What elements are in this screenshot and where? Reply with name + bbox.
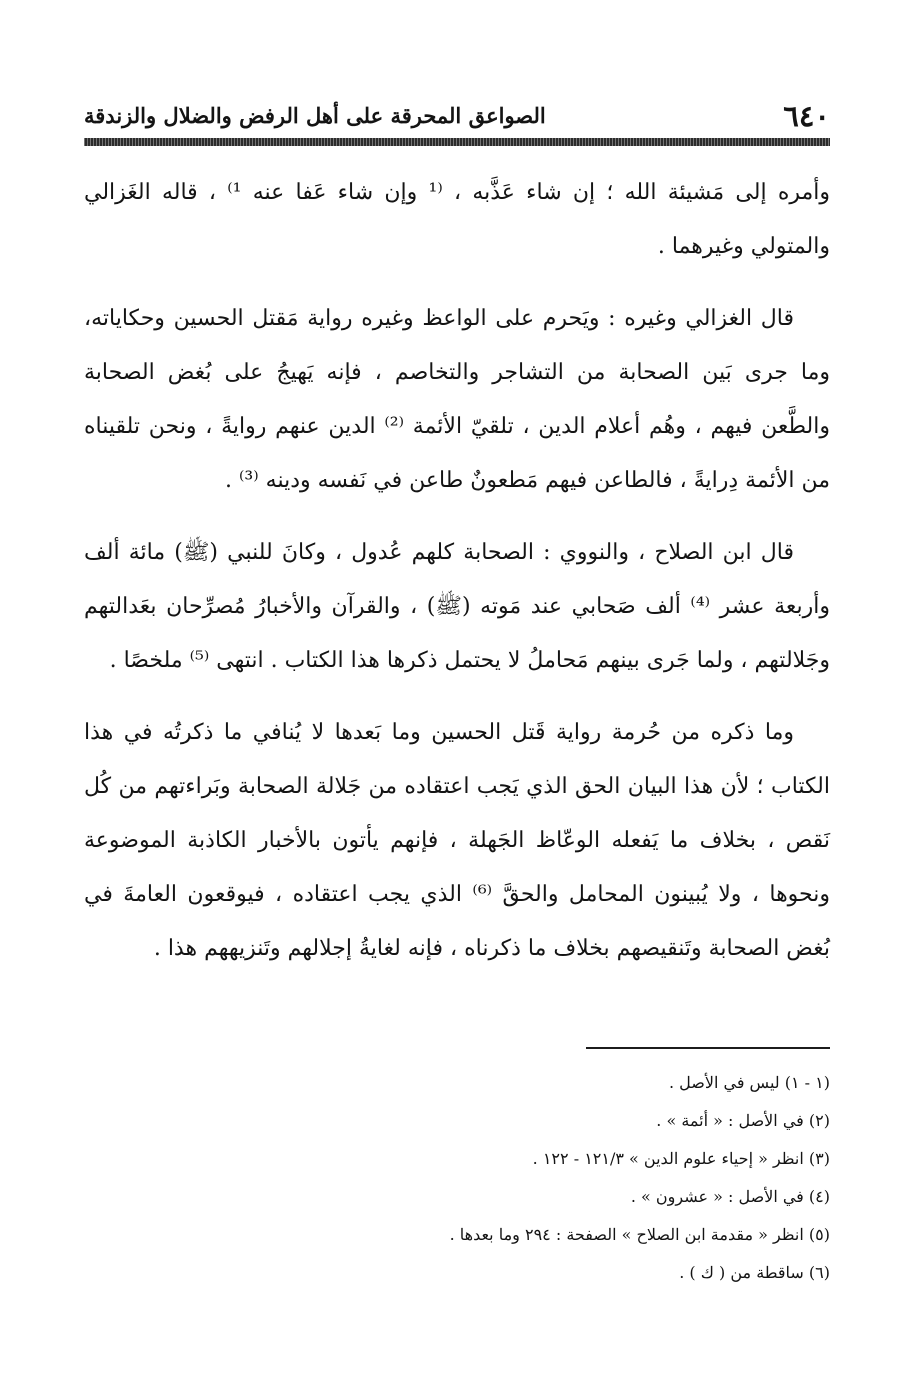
footnote-6: (٦) ساقطة من ( ك ) . — [679, 1263, 830, 1282]
footnote-1: (١ - ١) ليس في الأصل . — [668, 1073, 830, 1092]
footnote-2: (٢) في الأصل : « أئمة » . — [656, 1111, 830, 1130]
paragraph-2: قال الغزالي وغيره : ويَحرم على الواعظ وغيره رواية مَقتل الحسين وحكاياته، وما جرى بَين الصحابة من التشاجر والتخاصم ، فإنه يَهيجُ على بُغض الصحابة والطَّعن فيهم ، وهُم أعلام الدين ، تلقيّ الأئمة ⁽²⁾ الدين عنهم روايةً ، ونحن تلقيناه من الأئمة دِرايةً ، فالطاعن فيهم مَطعونٌ طاعن في نَفسه ودينه ⁽³⁾ . — [84, 306, 830, 493]
paragraph-1: وأمره إلى مَشيئة الله ؛ إن شاء عَذَّبه ، ⁽¹ وإن شاء عَفا عنه ¹⁾ ، قاله الغَزالي والمتولي وغيرهما . — [84, 180, 831, 259]
footnote-separator — [586, 1047, 830, 1049]
header-rule — [84, 138, 830, 146]
page-header — [84, 96, 830, 136]
main-text — [84, 166, 830, 976]
running-title: الصواعق المحرقة على أهل الرفض والضلال والزندقة — [84, 103, 546, 128]
footnote-3: (٣) انظر « إحياء علوم الدين » ١٢١/٣ - ١٢٢ . — [532, 1149, 830, 1168]
paragraph-3: قال ابن الصلاح ، والنووي : الصحابة كلهم عُدول ، وكانَ للنبي (ﷺ) مائة ألف وأربعة عشر ⁽⁴⁾ ألف صَحابي عند مَوته (ﷺ) ، والقرآن والأخبارُ مُصرِّحان بعَدالتهم وجَلالتهم ، ولما جَرى بينهم مَحاملُ لا يحتمل ذكرها هذا الكتاب . انتهى ⁽⁵⁾ ملخصًا . — [84, 540, 830, 673]
paragraph-4: وما ذكره من حُرمة رواية قَتل الحسين وما بَعدها لا يُنافي ما ذكرتُه في هذا الكتاب ؛ لأن هذا البيان الحق الذي يَجب اعتقاده من جَلالة الصحابة وبَراءتهم من كُل نَقص ، بخلاف ما يَفعله الوعّاظ الجَهلة ، فإنهم يأتون بالأخبار الكاذبة الموضوعة ونحوها ، ولا يُبينون المحامل والحقَّ ⁽⁶⁾ الذي يجب اعتقاده ، فيوقعون العامةَ في بُغض الصحابة وتَنقيصهم بخلاف ما ذكرناه ، فإنه لغايةُ إجلالهم وتَنزيههم هذا . — [84, 720, 830, 961]
footnote-4: (٤) في الأصل : « عشرون » . — [630, 1187, 830, 1206]
footnotes — [84, 1064, 830, 1292]
page-number: ٦٤٠ — [783, 99, 830, 133]
footnote-5: (٥) انظر « مقدمة ابن الصلاح » الصفحة : ٢٩٤ وما بعدها . — [449, 1225, 830, 1244]
